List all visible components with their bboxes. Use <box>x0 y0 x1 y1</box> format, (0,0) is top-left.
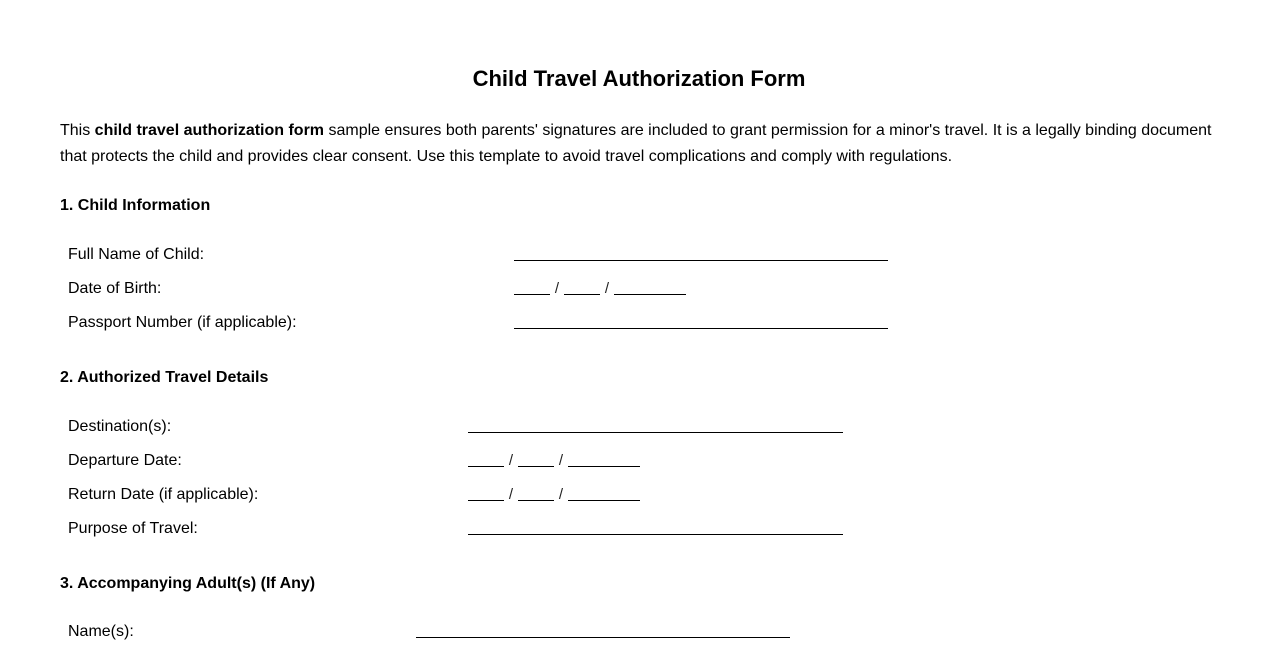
field-label: Passport Number (if applicable): <box>68 314 297 331</box>
field-passport-number <box>68 312 1168 336</box>
date-day-blank[interactable] <box>518 484 554 501</box>
intro-bold-keyword: child travel authorization form <box>94 122 325 139</box>
section-heading-child-information: 1. Child Information <box>60 197 211 214</box>
date-year-blank[interactable] <box>568 484 640 501</box>
date-month-blank[interactable] <box>514 278 550 295</box>
field-destinations <box>68 416 1168 440</box>
intro-paragraph <box>60 118 1230 170</box>
field-label: Date of Birth: <box>68 280 162 297</box>
field-return-date <box>68 484 1168 508</box>
field-departure-date <box>68 450 1168 474</box>
date-day-blank[interactable] <box>564 278 600 295</box>
child-full-name-input-line[interactable] <box>514 260 888 261</box>
field-child-full-name <box>68 244 1168 268</box>
date-separator: / <box>558 452 564 469</box>
field-label: Return Date (if applicable): <box>68 486 259 503</box>
passport-number-input-line[interactable] <box>514 328 888 329</box>
intro-prefix: This <box>60 122 95 139</box>
date-year-blank[interactable] <box>568 450 640 467</box>
field-label: Departure Date: <box>68 452 182 469</box>
accompanying-names-input-line[interactable] <box>416 637 790 638</box>
section-heading-travel-details: 2. Authorized Travel Details <box>60 369 269 386</box>
field-date-of-birth <box>68 278 1168 302</box>
field-purpose-of-travel <box>68 518 1168 542</box>
date-separator: / <box>508 486 514 503</box>
section-heading-accompanying-adults: 3. Accompanying Adult(s) (If Any) <box>60 575 316 592</box>
form-title: Child Travel Authorization Form <box>472 66 806 91</box>
date-separator: / <box>558 486 564 503</box>
field-label: Purpose of Travel: <box>68 520 198 537</box>
field-accompanying-names <box>68 621 1168 645</box>
purpose-of-travel-input-line[interactable] <box>468 534 843 535</box>
date-month-blank[interactable] <box>468 484 504 501</box>
date-day-blank[interactable] <box>518 450 554 467</box>
date-separator: / <box>604 280 610 297</box>
field-label: Name(s): <box>68 623 134 640</box>
date-month-blank[interactable] <box>468 450 504 467</box>
field-label: Destination(s): <box>68 418 172 435</box>
destinations-input-line[interactable] <box>468 432 843 433</box>
date-of-birth-input[interactable] <box>514 278 686 300</box>
return-date-input[interactable] <box>468 484 640 506</box>
intro-suffix: sample ensures both parents' signatures are included to grant permission for a minor's travel. It is a legally binding document that protects the child and provides clear consent. Use this template to avoid travel complications and comply with regulations. <box>60 122 1212 165</box>
date-separator: / <box>554 280 560 297</box>
date-year-blank[interactable] <box>614 278 686 295</box>
date-separator: / <box>508 452 514 469</box>
field-label: Full Name of Child: <box>68 246 205 263</box>
departure-date-input[interactable] <box>468 450 640 472</box>
